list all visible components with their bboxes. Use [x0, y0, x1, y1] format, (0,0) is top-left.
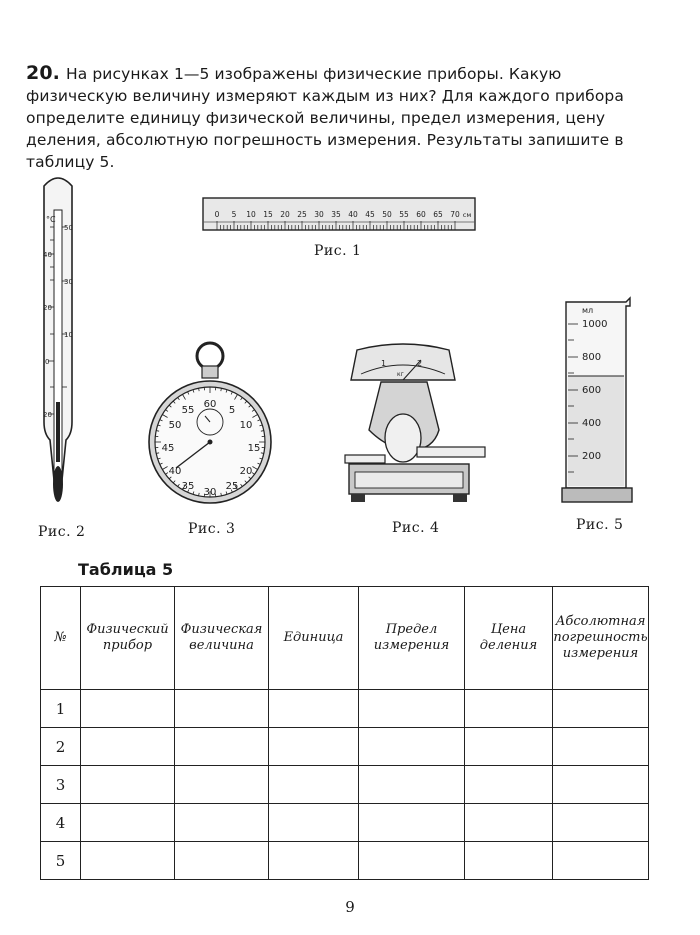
- thermometer-tick: 20: [43, 304, 52, 312]
- row-number: 5: [41, 842, 81, 880]
- row-number: 2: [41, 728, 81, 766]
- figure-1-caption: Рис. 1: [314, 243, 362, 259]
- ruler-tick-label: 30: [314, 210, 324, 219]
- table-cell[interactable]: [359, 766, 465, 804]
- ruler-figure: [203, 198, 475, 232]
- ruler-tick-label: 70: [450, 210, 460, 219]
- table-cell[interactable]: [269, 804, 359, 842]
- header-range: Предел измерения: [359, 587, 465, 690]
- stopwatch-tick-label: 15: [247, 443, 261, 454]
- ruler-tick-label: 0: [214, 210, 220, 219]
- table-cell[interactable]: [465, 766, 553, 804]
- stopwatch-tick-label: 35: [181, 481, 195, 492]
- table-row: [41, 842, 649, 880]
- row-number: 3: [41, 766, 81, 804]
- ruler-tick-label: 5: [231, 210, 237, 219]
- header-unit: Единица: [269, 587, 359, 690]
- table-header-row: [41, 587, 649, 690]
- table-cell[interactable]: [553, 766, 649, 804]
- table-cell[interactable]: [465, 804, 553, 842]
- ruler-tick-label: 55: [399, 210, 409, 219]
- thermometer-tick: 0: [45, 358, 50, 366]
- thermometer-tick: 30: [64, 278, 73, 286]
- ruler-tick-label: 60: [416, 210, 426, 219]
- stopwatch-tick-label: 20: [239, 466, 253, 477]
- problem-statement: [26, 62, 656, 173]
- table-cell[interactable]: [359, 842, 465, 880]
- ruler-tick-label: 50: [382, 210, 392, 219]
- table-row: [41, 690, 649, 728]
- thermometer-figure: [36, 172, 80, 517]
- table-row: [41, 728, 649, 766]
- table-cell[interactable]: [553, 842, 649, 880]
- stopwatch-tick-label: 40: [168, 466, 182, 477]
- table-cell[interactable]: [81, 842, 175, 880]
- cylinder-tick: 800: [582, 352, 602, 363]
- table-cell[interactable]: [359, 690, 465, 728]
- table-cell[interactable]: [175, 690, 269, 728]
- row-number: 4: [41, 804, 81, 842]
- table-cell[interactable]: [269, 766, 359, 804]
- stopwatch-tick-label: 25: [225, 481, 239, 492]
- header-quantity: Физическая величина: [175, 587, 269, 690]
- stopwatch-tick-label: 50: [168, 420, 182, 431]
- problem-text: На рисунках 1—5 изображены физические приборы. Какую физическую величину измеряют каждым из них? Для каждого прибора определите единицу физической величины, предел измерения, цену деления, абсолютную погрешность измерения. Результаты запишите в таблицу 5.: [26, 65, 624, 171]
- header-division: Цена деления: [465, 587, 553, 690]
- ruler-tick-label: 40: [348, 210, 358, 219]
- table-title: Таблица 5: [78, 560, 174, 579]
- ruler-tick-label: 25: [297, 210, 307, 219]
- table-cell[interactable]: [359, 728, 465, 766]
- table-cell[interactable]: [175, 842, 269, 880]
- ruler-tick-label: 35: [331, 210, 341, 219]
- thermometer-tick: 10: [64, 331, 73, 339]
- thermometer-unit: °C: [46, 215, 56, 224]
- measuring-cylinder-figure: [556, 298, 640, 508]
- page-number: 9: [345, 898, 355, 916]
- header-error: Абсолютная погрешность измерения: [553, 587, 649, 690]
- table-cell[interactable]: [81, 804, 175, 842]
- header-device: Физический прибор: [81, 587, 175, 690]
- ruler-tick-label: 15: [263, 210, 273, 219]
- thermometer-tick: 50: [64, 224, 73, 232]
- row-number: 1: [41, 690, 81, 728]
- header-number: №: [41, 587, 81, 690]
- scale-figure: [343, 342, 489, 510]
- stopwatch-tick-label: 45: [161, 443, 175, 454]
- stopwatch-tick-label: 60: [203, 399, 217, 410]
- table-cell[interactable]: [465, 690, 553, 728]
- stopwatch-figure: [148, 340, 272, 505]
- ruler-tick-label: 20: [280, 210, 290, 219]
- table-cell[interactable]: [269, 728, 359, 766]
- ruler-tick-label: 45: [365, 210, 375, 219]
- cylinder-tick: 200: [582, 451, 602, 462]
- table-cell[interactable]: [269, 690, 359, 728]
- cylinder-tick: 600: [582, 385, 602, 396]
- table-row: [41, 804, 649, 842]
- thermometer-tick: 40: [43, 251, 52, 259]
- stopwatch-tick-label: 30: [203, 487, 217, 498]
- figure-5-caption: Рис. 5: [576, 517, 624, 533]
- cylinder-tick: 1000: [582, 319, 608, 330]
- problem-number: 20.: [26, 62, 60, 84]
- table-cell[interactable]: [553, 728, 649, 766]
- figure-3-caption: Рис. 3: [188, 521, 236, 537]
- figure-2-caption: Рис. 2: [38, 524, 86, 540]
- ruler-unit: см: [462, 211, 472, 219]
- scale-tick: 1: [381, 359, 387, 368]
- table-cell[interactable]: [465, 728, 553, 766]
- results-table: [40, 586, 649, 880]
- thermometer-tick: 20: [43, 411, 52, 419]
- table-cell[interactable]: [81, 728, 175, 766]
- stopwatch-tick-label: 5: [228, 405, 236, 416]
- scale-tick: 2: [417, 359, 423, 368]
- table-cell[interactable]: [553, 804, 649, 842]
- cylinder-unit: мл: [582, 306, 594, 315]
- table-cell[interactable]: [465, 842, 553, 880]
- table-row: [41, 766, 649, 804]
- table-cell[interactable]: [175, 766, 269, 804]
- cylinder-tick: 400: [582, 418, 602, 429]
- table-cell[interactable]: [175, 804, 269, 842]
- stopwatch-tick-label: 55: [181, 405, 195, 416]
- stopwatch-tick-label: 10: [239, 420, 253, 431]
- ruler-tick-label: 10: [246, 210, 256, 219]
- table-cell[interactable]: [553, 690, 649, 728]
- table-cell[interactable]: [269, 842, 359, 880]
- scale-unit: кг: [397, 371, 404, 378]
- table-cell[interactable]: [81, 766, 175, 804]
- figure-4-caption: Рис. 4: [392, 520, 440, 536]
- table-cell[interactable]: [175, 728, 269, 766]
- table-cell[interactable]: [359, 804, 465, 842]
- table-cell[interactable]: [81, 690, 175, 728]
- ruler-tick-label: 65: [433, 210, 443, 219]
